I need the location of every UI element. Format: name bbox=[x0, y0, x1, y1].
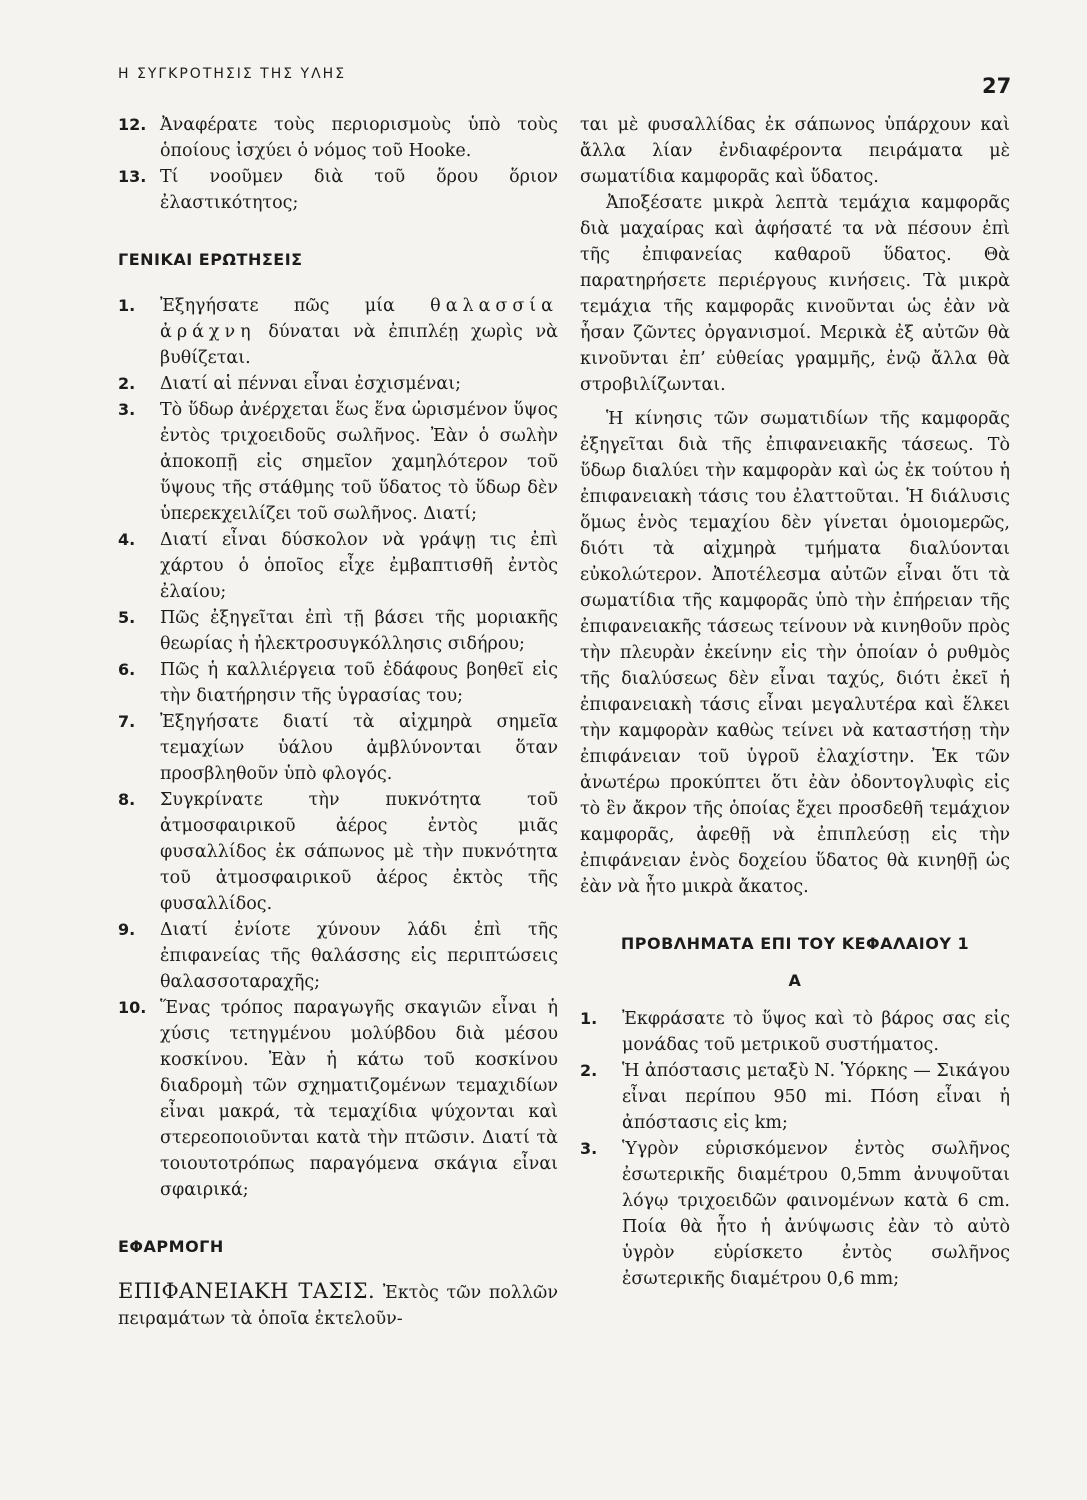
question-number: 13. bbox=[118, 167, 147, 186]
question-text: Τί νοοῦμεν διὰ τοῦ ὅρου ὅριον ἐλαστικότητος; bbox=[160, 167, 558, 213]
question-number: 12. bbox=[118, 115, 147, 134]
question-text: Συγκρίνατε τὴν πυκνότητα τοῦ ἀτμοσφαιρικοῦ ἀέρος ἐντὸς μιᾶς φυσαλλίδος ἐκ σάπωνος μὲ τὴν πυκνότητα τοῦ ἀτμοσφαιρικοῦ ἀέρος ἐκτὸς τῆς φυσαλλίδος. bbox=[160, 790, 558, 914]
problem-number: 1. bbox=[580, 1009, 598, 1028]
problem-2 bbox=[580, 1058, 1010, 1136]
question-number: 8. bbox=[118, 790, 136, 809]
paragraph-camphor-explanation: Ἡ κίνησις τῶν σωματιδίων τῆς καμφορᾶς ἐξηγεῖται διὰ τῆς ἐπιφανειακῆς τάσεως. Τὸ ὕδωρ διαλύει τὴν καμφορὰν καὶ ὡς ἐκ τούτου ἡ ἐπιφανειακὴ τάσις του ἐλαττοῦται. Ἡ διάλυσις ὅμως ἑνὸς τεμαχίου δὲν γίνεται ὁμοιομερῶς, διότι τὰ αἰχμηρὰ τμήματα διαλύονται εὐκολώτερον. Ἀποτέλεσμα αὐτῶν εἶναι ὅτι τὰ σωματίδια τῆς καμφορᾶς ὑπὸ τὴν ἐπήρειαν τῆς ἐπιφανειακῆς τάσεως τείνουν νὰ κινηθοῦν πρὸς τὴν πλευρὰν ἐκείνην εἰς τὴν ὁποίαν ὁ ρυθμὸς τῆς διαλύσεως δὲν εἶναι ταχύς, διότι ἐκεῖ ἡ ἐπιφανειακὴ τάσις εἶναι μεγαλυτέρα καὶ ἕλκει τὴν καμφορὰν καθὼς τείνει νὰ καταστήσῃ τὴν ἐπιφάνειαν τοῦ ὑγροῦ ἐλαχίστην. Ἐκ τῶν ἀνωτέρω προκύπτει ὅτι ἐὰν ὀδοντογλυφὶς εἰς τὸ ἓν ἄκρον τῆς ὁποίας ἔχει προσδεθῆ τεμάχιον καμφορᾶς, ἀφεθῇ νὰ ἐπιπλεύσῃ εἰς τὴν ἐπιφάνειαν ἑνὸς δοχείου ὕδατος θὰ κινηθῇ ὡς ἐὰν νὰ ἦτο μικρὰ ἄκατος. bbox=[580, 409, 1010, 897]
question-text: Ἀναφέρατε τοὺς περιορισμοὺς ὑπὸ τοὺς ὁποίους ἰσχύει ὁ νόμος τοῦ Hooke. bbox=[160, 115, 558, 161]
question-number: 9. bbox=[118, 920, 136, 939]
question-text: δύναται νὰ ἐπιπλέῃ χωρὶς νὰ βυθίζεται. bbox=[160, 322, 558, 368]
general-question-6 bbox=[118, 657, 558, 709]
paragraph-camphor-experiment: Ἀποξέσατε μικρὰ λεπτὰ τεμάχια καμφορᾶς διὰ μαχαίρας καὶ ἀφήσατέ τα νὰ πέσουν ἐπὶ τῆς ἐπιφανείας καθαροῦ ὕδατος. Θὰ παρατηρήσετε περιέργους κινήσεις. Τὰ μικρὰ τεμάχια τῆς καμφορᾶς κινοῦνται ὡς ἐὰν νὰ ἦσαν ζῶντες ὀργανισμοί. Μερικὰ ἐξ αὐτῶν θὰ κινοῦνται ἐπ’ εὐθείας γραμμῆς, ἐνῷ ἄλλα θὰ στροβιλίζωνται. bbox=[580, 193, 1010, 395]
left-column bbox=[118, 112, 558, 1332]
general-question-2 bbox=[118, 371, 558, 397]
problem-number: 3. bbox=[580, 1139, 598, 1158]
question-text: Ἐξηγήσατε διατί τὰ αἰχμηρὰ σημεῖα τεμαχίων ὑάλου ἀμβλύνονται ὅταν προσβληθοῦν ὑπὸ φλογός. bbox=[160, 712, 558, 784]
general-question-1 bbox=[118, 293, 558, 371]
problems-heading: ΠΡΟΒΛΗΜΑΤΑ ΕΠΙ ΤΟΥ ΚΕΦΑΛΑΙΟΥ 1 bbox=[620, 934, 970, 953]
question-text: Πῶς ἡ καλλιέργεια τοῦ ἐδάφους βοηθεῖ εἰς τὴν διατήρησιν τῆς ὑγρασίας του; bbox=[160, 660, 558, 706]
problem-number: 2. bbox=[580, 1061, 598, 1080]
question-text: Τὸ ὕδωρ ἀνέρχεται ἕως ἕνα ὡρισμένον ὕψος ἐντὸς τριχοειδοῦς σωλῆνος. Ἐὰν ὁ σωλὴν ἀποκοπῇ εἰς σημεῖον χαμηλότερον τοῦ ὕψους τῆς στάθμης τοῦ ὕδατος τὸ ὕδωρ δὲν ὑπερεκχειλίζει τοῦ σωλῆνος. Διατί; bbox=[160, 400, 558, 524]
question-12 bbox=[118, 112, 558, 164]
general-question-10 bbox=[118, 995, 558, 1203]
application-text: Ἐκτὸς τῶν πολλῶν πειραμάτων τὰ ὁποῖα ἐκτελοῦν- bbox=[118, 1283, 558, 1329]
general-question-9 bbox=[118, 917, 558, 995]
general-question-5 bbox=[118, 605, 558, 657]
page-number: 27 bbox=[982, 74, 1012, 98]
general-questions-heading: ΓΕΝΙΚΑΙ ΕΡΩΤΗΣΕΙΣ bbox=[118, 250, 303, 269]
running-head: Η ΣΥΓΚΡΟΤΗΣΙΣ ΤΗΣ ΥΛΗΣ bbox=[118, 66, 347, 82]
question-text: Ἐξηγήσατε πῶς μία bbox=[160, 296, 395, 316]
question-number: 1. bbox=[118, 296, 136, 315]
question-number: 2. bbox=[118, 374, 136, 393]
question-13 bbox=[118, 164, 558, 216]
section-a-label: Α bbox=[788, 971, 802, 990]
question-text: Ἕνας τρόπος παραγωγῆς σκαγιῶν εἶναι ἡ χύσις τετηγμένου μολύβδου διὰ μέσου κοσκίνου. Ἐὰν ἡ κάτω τοῦ κοσκίνου διαδρομὴ τῶν σχηματιζομένων τεμαχιδίων εἶναι μακρά, τὰ τεμαχίδια ψύχονται καὶ στερεοποιοῦνται κατὰ τὴν πτῶσιν. Διατί τὰ τοιουτοτρόπως παραγόμενα σκάγια εἶναι σφαιρικά; bbox=[160, 998, 558, 1200]
problem-text: Ἡ ἀπόστασις μεταξὺ Ν. Ὑόρκης — Σικάγου εἶναι περίπου 950 mi. Πόση εἶναι ἡ ἀπόστασις εἰς km; bbox=[622, 1061, 1010, 1133]
application-paragraph bbox=[118, 1278, 558, 1332]
question-text: Διατί εἶναι δύσκολον νὰ γράψῃ τις ἐπὶ χάρτου ὁ ὁποῖος εἶχε ἐμβαπτισθῆ ἐντὸς ἐλαίου; bbox=[160, 530, 558, 602]
right-column bbox=[580, 112, 1010, 1292]
problem-1 bbox=[580, 1006, 1010, 1058]
question-number: 5. bbox=[118, 608, 136, 627]
problem-3 bbox=[580, 1136, 1010, 1292]
question-text: Πῶς ἐξηγεῖται ἐπὶ τῇ βάσει τῆς μοριακῆς θεωρίας ἡ ἠλεκτροσυγκόλλησις σιδήρου; bbox=[160, 608, 558, 654]
general-question-7 bbox=[118, 709, 558, 787]
question-text: Διατί αἱ πένναι εἶναι ἐσχισμέναι; bbox=[160, 374, 461, 394]
problem-text: Ὑγρὸν εὑρισκόμενον ἐντὸς σωλῆνος ἐσωτερικῆς διαμέτρου 0,5mm ἀνυψοῦται λόγῳ τριχοειδῶν φαινομένων κατὰ 6 cm. Ποία θὰ ἦτο ἡ ἀνύψωσις ἐὰν τὸ αὐτὸ ὑγρὸν εὑρίσκετο ἐντὸς σωλῆνος ἐσωτερικῆς διαμέτρου 0,6 mm; bbox=[622, 1139, 1010, 1289]
question-number: 6. bbox=[118, 660, 136, 679]
question-number: 10. bbox=[118, 998, 147, 1017]
question-text: Διατί ἐνίοτε χύνουν λάδι ἐπὶ τῆς ἐπιφανείας τῆς θαλάσσης εἰς περιπτώσεις θαλασσοταραχῆς; bbox=[160, 920, 558, 992]
general-question-8 bbox=[118, 787, 558, 917]
question-number: 4. bbox=[118, 530, 136, 549]
application-title: ΕΠΙΦΑΝΕΙΑΚΗ ΤΑΣΙΣ. bbox=[118, 1279, 376, 1303]
application-heading: ΕΦΑΡΜΟΓΗ bbox=[118, 1237, 224, 1256]
question-number: 3. bbox=[118, 400, 136, 419]
paragraph-continuation: ται μὲ φυσαλλίδας ἐκ σάπωνος ὑπάρχουν καὶ ἄλλα λίαν ἐνδιαφέροντα πειράματα μὲ σωματίδια καμφορᾶς καὶ ὕδατος. bbox=[580, 115, 1010, 187]
question-number: 7. bbox=[118, 712, 136, 731]
question-text-spaced: θαλασσία ἀράχνη bbox=[160, 296, 558, 342]
general-question-4 bbox=[118, 527, 558, 605]
general-question-3 bbox=[118, 397, 558, 527]
problem-text: Ἐκφράσατε τὸ ὕψος καὶ τὸ βάρος σας εἰς μονάδας τοῦ μετρικοῦ συστήματος. bbox=[622, 1009, 1010, 1055]
